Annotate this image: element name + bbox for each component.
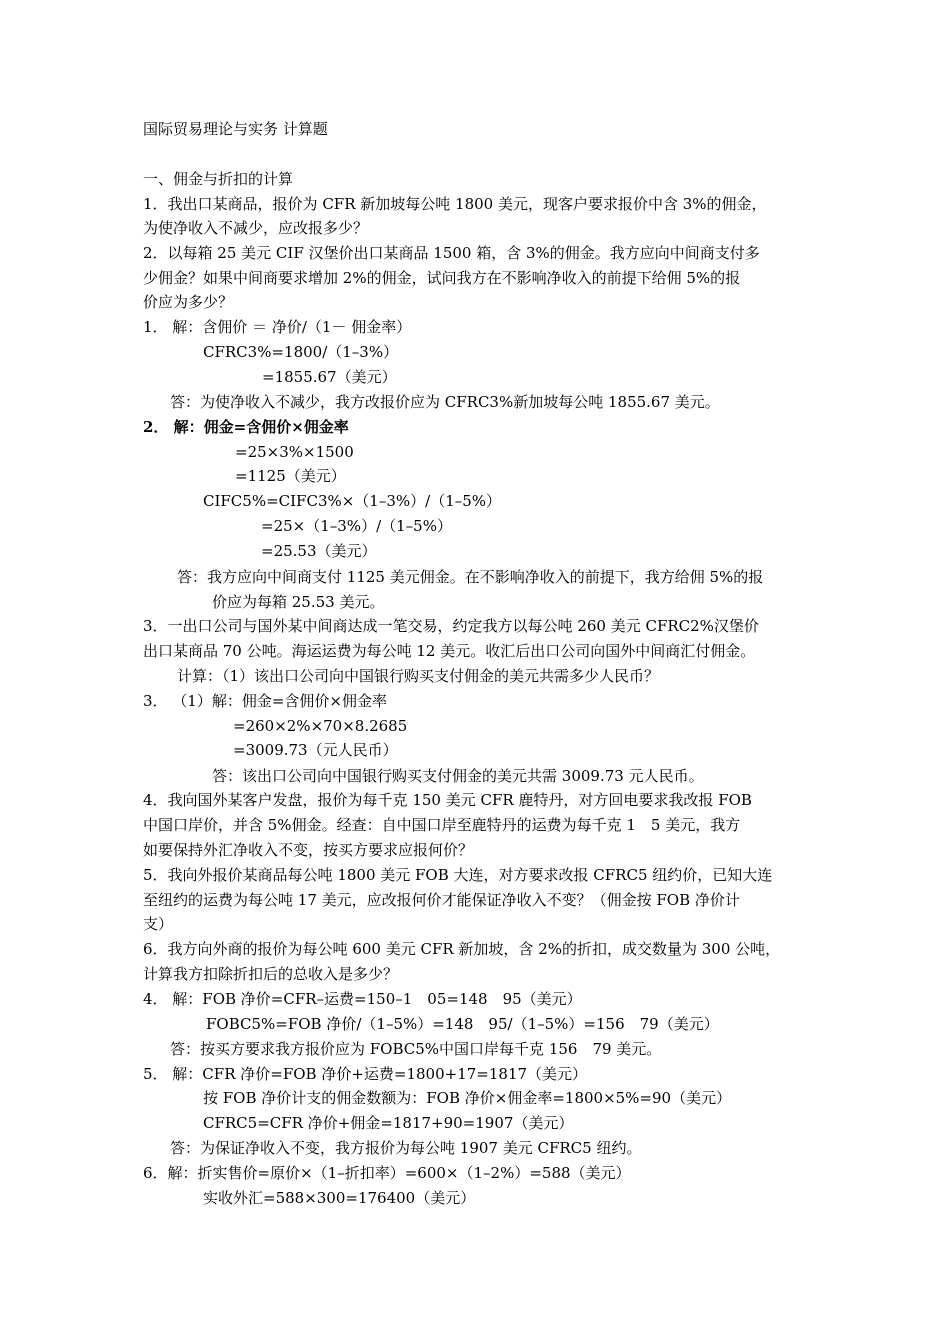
text-line: 为使净收入不减少，应改报多少？ [143, 219, 369, 237]
answer-line: 答：该出口公司向中国银行购买支付佣金的美元共需 3009.73 元人民币。 [212, 767, 704, 785]
text-line: 如要保持外汇净收入不变，按买方要求应报何价？ [143, 841, 474, 859]
text-line: 1．我出口某商品，报价为 CFR 新加坡每公吨 1800 美元，现客户要求报价中含 3%的佣金， [143, 195, 767, 213]
formula-line: CFRC5=CFR 净价+佣金=1817+90=1907（美元） [203, 1114, 574, 1132]
text-line: 5．我向外报价某商品每公吨 1800 美元 FOB 大连，对方要求改报 CFRC5 纽约价，已知大连 [143, 866, 773, 884]
formula-line: =1125（美元） [235, 467, 346, 485]
text-line: 计算我方扣除折扣后的总收入是多少？ [143, 965, 399, 983]
text-line: 3． （1）解：佣金=含佣价×佣金率 [143, 692, 387, 710]
text-line: 5． 解：CFR 净价=FOB 净价+运费=1800+17=1817（美元） [143, 1065, 588, 1083]
text-line: 出口某商品 70 公吨。海运运费为每公吨 12 美元。收汇后出口公司向国外中间商汇付佣金。 [143, 642, 756, 660]
answer-line: 答：为使净收入不减少，我方改报价应为 CFRC3%新加坡每公吨 1855.67 美元。 [170, 393, 720, 411]
text-line: 少佣金？如果中间商要求增加 2%的佣金，试问我方在不影响净收入的前提下给佣 5%的报 [143, 269, 741, 287]
text-line: 价应为多少？ [143, 293, 234, 311]
formula-line: =260×2%×70×8.2685 [233, 717, 408, 735]
formula-line: =25×3%×1500 [235, 443, 354, 461]
text-line: 2．以每箱 25 美元 CIF 汉堡价出口某商品 1500 箱，含 3%的佣金。我方应向中间商支付多 [143, 244, 760, 262]
formula-line: CIFC5%=CIFC3%×（1–3%）/（1–5%） [203, 492, 502, 510]
document-title: 国际贸易理论与实务 计算题 [143, 120, 328, 138]
answer-line: 答：我方应向中间商支付 1125 美元佣金。在不影响净收入的前提下，我方给佣 5%的报 [177, 568, 764, 586]
text-line: 3．一出口公司与国外某中间商达成一笔交易，约定我方以每公吨 260 美元 CFRC2%汉堡价 [143, 617, 759, 635]
text-line: 6．我方向外商的报价为每公吨 600 美元 CFR 新加坡，含 2%的折扣，成交数量为 300 公吨， [143, 940, 781, 958]
formula-line: FOBC5%=FOB 净价/（1–5%）=148 95/（1–5%）=156 79（美元） [206, 1015, 719, 1033]
formula-line: CFRC3%=1800/（1–3%） [203, 343, 399, 361]
formula-line: =1855.67（美元） [262, 368, 397, 386]
formula-line: =3009.73（元人民币） [233, 741, 398, 759]
text-line: 计算：（1）该出口公司向中国银行购买支付佣金的美元共需多少人民币？ [177, 667, 660, 685]
formula-line: 实收外汇=588×300=176400（美元） [203, 1189, 476, 1207]
answer-line: 价应为每箱 25.53 美元。 [212, 593, 385, 611]
formula-line: =25×（1–3%）/（1–5%） [261, 517, 452, 535]
text-line: 1． 解：含佣价 ＝ 净价/（1－ 佣金率） [143, 318, 412, 336]
text-line: 4．我向国外某客户发盘，报价为每千克 150 美元 CFR 鹿特丹，对方回电要求我改报 FOB [143, 791, 752, 809]
text-line: 至纽约的运费为每公吨 17 美元，应改报何价才能保证净收入不变？（佣金按 FOB 净价计 [143, 891, 740, 909]
text-line: 6．解：折实售价=原价×（1–折扣率）=600×（1–2%）=588（美元） [143, 1164, 631, 1182]
formula-line: 按 FOB 净价计支的佣金数额为：FOB 净价×佣金率=1800×5%=90（美元） [203, 1089, 732, 1107]
section-heading: 一、佣金与折扣的计算 [143, 170, 294, 188]
answer-line: 答：按买方要求我方报价应为 FOBC5%中国口岸每千克 156 79 美元。 [170, 1040, 662, 1058]
text-line: 2． 解：佣金=含佣价×佣金率 [143, 418, 349, 436]
text-line: 4． 解：FOB 净价=CFR–运费=150–1 05=148 95（美元） [143, 990, 582, 1008]
text-line: 中国口岸价，并含 5%佣金。经查：自中国口岸至鹿特丹的运费为每千克 1 5 美元，我方 [143, 816, 741, 834]
answer-line: 答：为保证净收入不变，我方报价为每公吨 1907 美元 CFRC5 纽约。 [170, 1139, 642, 1157]
text-line: 支） [143, 915, 174, 933]
formula-line: =25.53（美元） [261, 542, 377, 560]
